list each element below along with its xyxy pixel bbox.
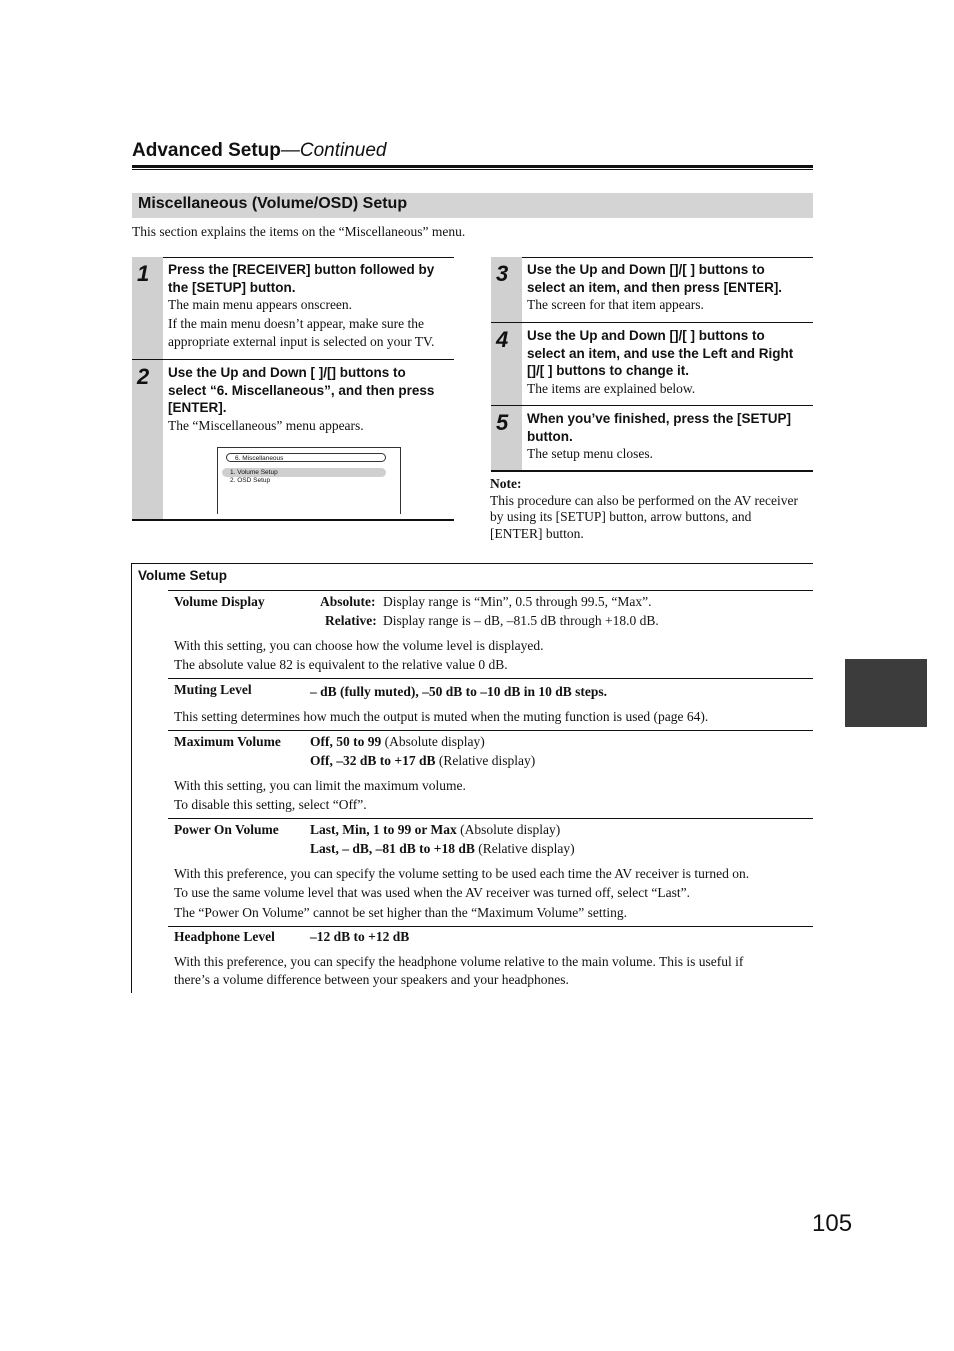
- volume-setup-title: Volume Setup: [138, 568, 228, 583]
- section-intro: This section explains the items on the “Miscellaneous” menu.: [132, 224, 466, 239]
- row-rule: [168, 590, 813, 591]
- step-heading-line: select “6. Miscellaneous”, and then press: [168, 382, 435, 398]
- power-on-volume-desc: To use the same volume level that was used when the AV receiver was turned off, select “Last”.: [174, 885, 691, 900]
- step-body: [527, 410, 813, 464]
- power-on-volume-value: Last, – dB, –81 dB to +18 dB (Relative display): [310, 841, 575, 856]
- note-line: by using its [SETUP] button, arrow buttons, and: [490, 509, 752, 524]
- step-number: 4: [496, 327, 509, 352]
- muting-level-desc: This setting determines how much the output is muted when the muting function is used (page 64).: [174, 709, 709, 724]
- step-number: 5: [496, 410, 509, 435]
- maximum-volume-label: Maximum Volume: [174, 734, 281, 749]
- step-4: [491, 323, 813, 406]
- step-body: [527, 327, 813, 398]
- step-heading-line: the [SETUP] button.: [168, 279, 296, 295]
- step-heading-line: When you’ve finished, press the [SETUP]: [527, 411, 792, 426]
- maximum-volume-desc: To disable this setting, select “Off”.: [174, 797, 367, 812]
- step-heading-line: Use the Up and Down []/[ ] buttons to: [527, 328, 765, 343]
- header-rule: [132, 165, 813, 168]
- note-line: This procedure can also be performed on the AV receiver: [490, 492, 799, 508]
- step-text-line: The “Miscellaneous” menu appears.: [168, 417, 364, 433]
- volume-display-desc: With this setting, you can choose how the volume level is displayed.: [174, 638, 544, 653]
- headphone-level-label: Headphone Level: [174, 929, 275, 944]
- volume-display-label: Volume Display: [174, 594, 265, 609]
- headphone-level-desc: With this preference, you can specify the headphone volume relative to the main volume. This is useful if: [174, 954, 744, 969]
- step-text-line: If the main menu doesn’t appear, make sure the: [168, 315, 424, 331]
- step-number: 2: [137, 364, 150, 389]
- power-on-volume-desc: With this preference, you can specify the volume setting to be used each time the AV receiver is turned on.: [174, 866, 750, 881]
- step-text-line: The main menu appears onscreen.: [168, 297, 353, 312]
- maximum-volume-value: Off, –32 dB to +17 dB (Relative display): [310, 753, 536, 768]
- muting-level-label: Muting Level: [174, 682, 252, 697]
- step-heading-line: Press the [RECEIVER] button followed by: [168, 262, 435, 277]
- step-number: 1: [137, 261, 150, 286]
- section-title: Miscellaneous (Volume/OSD) Setup: [138, 195, 408, 212]
- step-heading-line: select an item, and use the Left and Right: [527, 345, 794, 361]
- chapter-side-tab: [845, 659, 927, 727]
- absolute-label: Absolute:: [320, 594, 376, 609]
- miscellaneous-menu-screen: [217, 447, 401, 514]
- step-text-line: The screen for that item appears.: [527, 297, 704, 312]
- headphone-level-value: –12 dB to +12 dB: [310, 929, 410, 944]
- power-on-volume-label: Power On Volume: [174, 822, 279, 837]
- header-rule-thin: [132, 169, 813, 170]
- step-body: [168, 364, 454, 435]
- step-heading-line: []/[ ] buttons to change it.: [527, 363, 689, 378]
- row-rule: [168, 678, 813, 679]
- step-body: [527, 261, 813, 315]
- menu-item-volume-setup: 1. Volume Setup: [222, 468, 386, 477]
- row-rule: [168, 818, 813, 819]
- power-on-volume-desc: The “Power On Volume” cannot be set higher than the “Maximum Volume” setting.: [174, 905, 628, 920]
- maximum-volume-value: Off, 50 to 99 (Absolute display): [310, 734, 485, 749]
- note-label: Note:: [490, 476, 522, 491]
- volume-setup-left-rule: [131, 563, 132, 993]
- page-number: 105: [812, 1210, 853, 1237]
- absolute-text: Display range is “Min”, 0.5 through 99.5, “Max”.: [383, 594, 652, 609]
- header-title: Advanced Setup: [132, 140, 281, 161]
- step-text-line: The setup menu closes.: [527, 446, 653, 461]
- step-text-line: appropriate external input is selected on your TV.: [168, 334, 435, 349]
- step-1: [132, 257, 454, 360]
- step-3: [491, 257, 813, 323]
- headphone-level-desc: there’s a volume difference between your speakers and your headphones.: [174, 972, 569, 987]
- step-number: 3: [496, 261, 509, 286]
- relative-text: Display range is – dB, –81.5 dB through +18.0 dB.: [383, 613, 659, 628]
- note-line: [ENTER] button.: [490, 525, 584, 541]
- note: [490, 476, 812, 542]
- step-heading-line: button.: [527, 428, 573, 444]
- menu-item-osd-setup: 2. OSD Setup: [230, 477, 271, 484]
- page-header: [132, 140, 812, 162]
- step-heading-line: Use the Up and Down []/[ ] buttons to: [527, 262, 765, 277]
- step-text-line: The items are explained below.: [527, 380, 696, 396]
- muting-level-value: – dB (fully muted), –50 dB to –10 dB in 10 dB steps.: [310, 684, 608, 699]
- relative-label: Relative:: [325, 613, 377, 628]
- maximum-volume-desc: With this setting, you can limit the maximum volume.: [174, 778, 466, 793]
- row-rule: [168, 730, 813, 731]
- volume-setup-top-rule: [131, 563, 813, 564]
- power-on-volume-value: Last, Min, 1 to 99 or Max (Absolute display): [310, 822, 561, 837]
- step-heading-line: [ENTER].: [168, 400, 227, 415]
- step-heading-line: Use the Up and Down [ ]/[] buttons to: [168, 365, 406, 380]
- step-5: [491, 406, 813, 472]
- header-continued: —Continued: [280, 140, 387, 161]
- step-heading-line: select an item, and then press [ENTER].: [527, 279, 783, 295]
- step-body: [168, 261, 454, 352]
- volume-display-desc: The absolute value 82 is equivalent to the relative value 0 dB.: [174, 657, 508, 672]
- menu-title: 6. Miscellaneous: [226, 453, 386, 462]
